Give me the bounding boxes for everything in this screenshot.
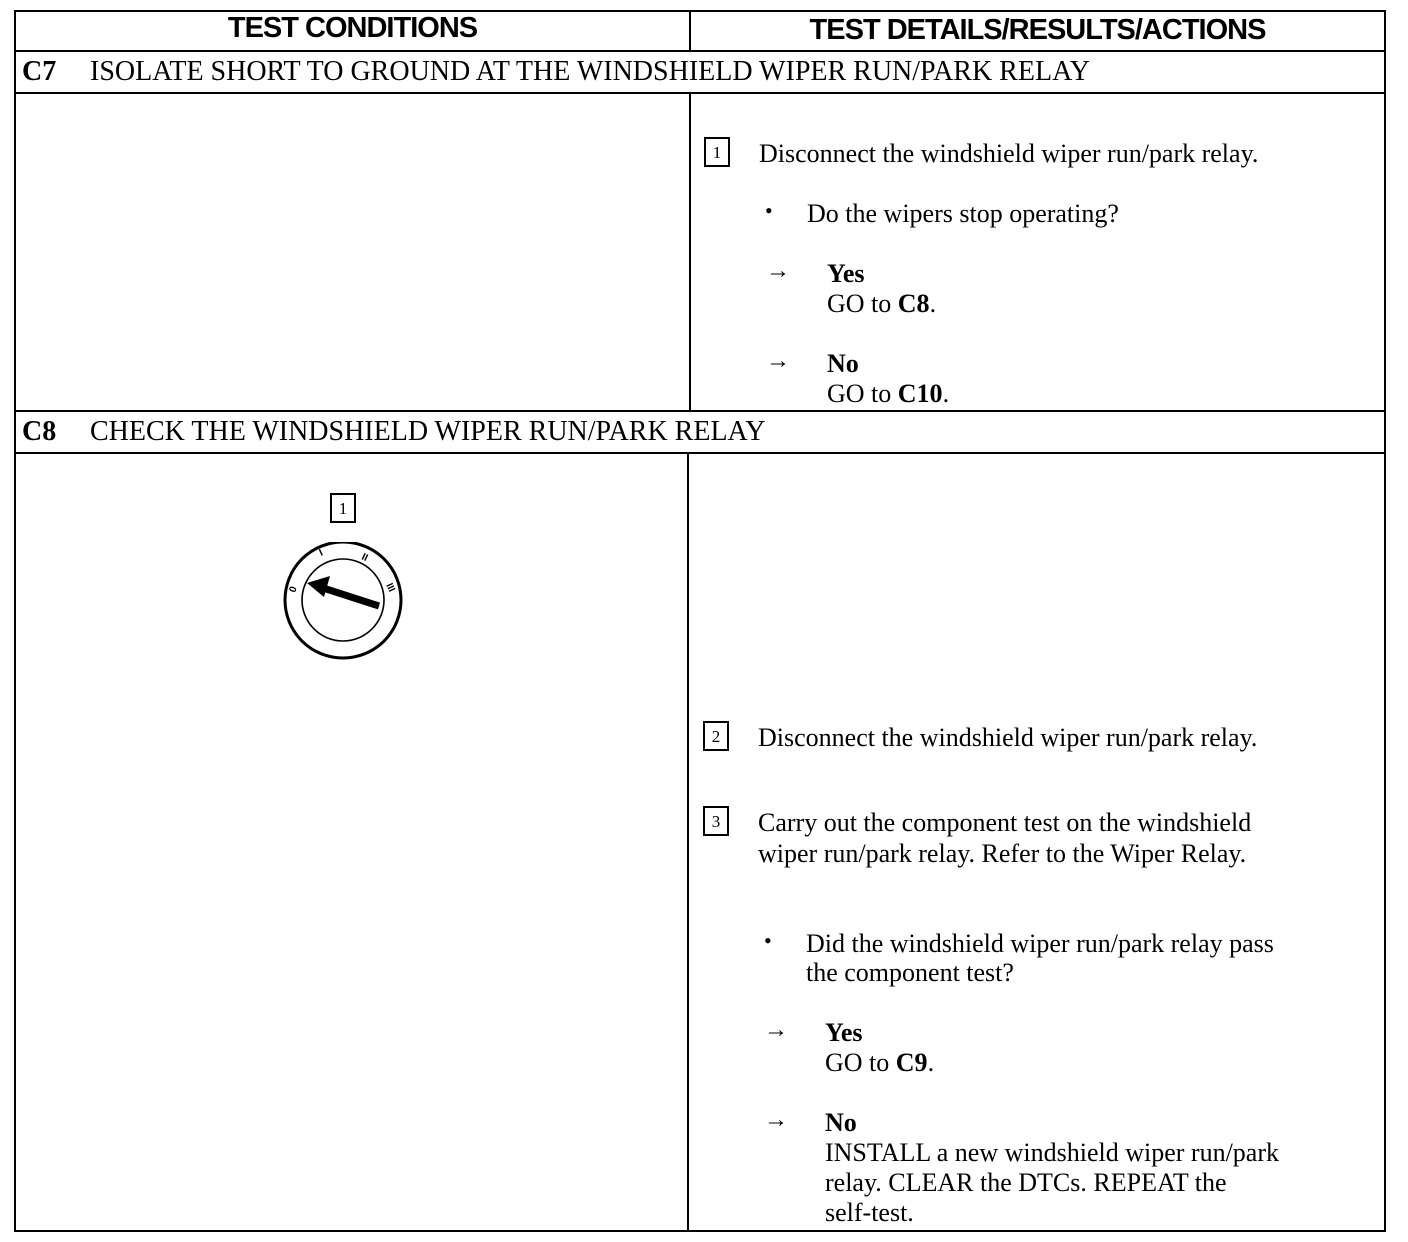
c8-no-arrow: →: [764, 1107, 788, 1133]
ignition-switch-icon: [280, 542, 410, 662]
c7-no-label: No: [827, 349, 859, 378]
c7-step-1-text: Disconnect the windshield wiper run/park relay.: [759, 139, 1259, 168]
ignition-position-0: 0: [287, 585, 300, 595]
c8-title-divider: [14, 452, 1386, 454]
c7-title-divider: [14, 92, 1386, 94]
c8-step-2-box: 2: [703, 721, 729, 751]
ignition-position-ii: II: [359, 551, 370, 565]
c8-question-line-2: the component test?: [806, 958, 1014, 987]
header-test-conditions: TEST CONDITIONS: [227, 12, 478, 44]
c8-bullet: •: [764, 928, 772, 953]
c8-question-line-1: Did the windshield wiper run/park relay pass: [806, 929, 1274, 958]
c7-section-title: [22, 56, 1090, 88]
ignition-key-shaft: [320, 587, 379, 606]
c8-code: C8: [22, 416, 57, 447]
ignition-position-i: I: [317, 547, 325, 559]
c8-yes-arrow: →: [764, 1017, 788, 1043]
header-divider: [14, 50, 1386, 52]
c7-yes-label: Yes: [827, 259, 865, 288]
c7-no-action: GO to C10.: [827, 379, 950, 408]
c8-no-label: No: [825, 1108, 857, 1137]
c8-yes-target: C9: [895, 1048, 928, 1077]
header-test-details: TEST DETAILS/RESULTS/ACTIONS: [809, 14, 1266, 46]
c8-top-divider: [14, 410, 1386, 412]
c8-no-action-line-2: relay. CLEAR the DTCs. REPEAT the: [825, 1168, 1227, 1197]
c8-no-action-line-1: INSTALL a new windshield wiper run/park: [825, 1138, 1280, 1167]
c8-figure-step-box: 1: [330, 493, 356, 523]
c7-code: C7: [22, 56, 57, 87]
c8-column-divider: [687, 452, 689, 1232]
c7-question: Do the wipers stop operating?: [807, 199, 1119, 228]
c8-step-2-text: Disconnect the windshield wiper run/park relay.: [758, 723, 1258, 752]
c8-step-3-box: 3: [703, 806, 729, 836]
table-frame: [14, 10, 1386, 1232]
c7-no-arrow: →: [766, 348, 790, 374]
c7-no-target: C10: [897, 379, 943, 408]
c8-step-3-line-2: wiper run/park relay. Refer to the Wiper Relay.: [758, 839, 1247, 868]
ignition-key-arrowhead: [307, 576, 330, 597]
c7-title: ISOLATE SHORT TO GROUND AT THE WINDSHIELD WIPER RUN/PARK RELAY: [90, 56, 1090, 87]
c7-column-divider: [689, 92, 691, 411]
c8-no-action-line-3: self-test.: [825, 1198, 914, 1227]
c7-yes-action: GO to C8.: [827, 289, 937, 318]
c8-step-3-line-1: Carry out the component test on the windshield: [758, 808, 1252, 837]
ignition-position-iii: III: [383, 581, 397, 594]
c8-yes-action: GO to C9.: [825, 1048, 935, 1077]
c7-step-1-box: 1: [704, 137, 730, 167]
c7-yes-target: C8: [897, 289, 930, 318]
c7-bullet: •: [765, 198, 773, 223]
c8-yes-label: Yes: [825, 1018, 863, 1047]
c8-title: CHECK THE WINDSHIELD WIPER RUN/PARK RELAY: [90, 416, 766, 447]
c7-yes-arrow: →: [766, 258, 790, 284]
c8-section-title: [22, 416, 765, 448]
